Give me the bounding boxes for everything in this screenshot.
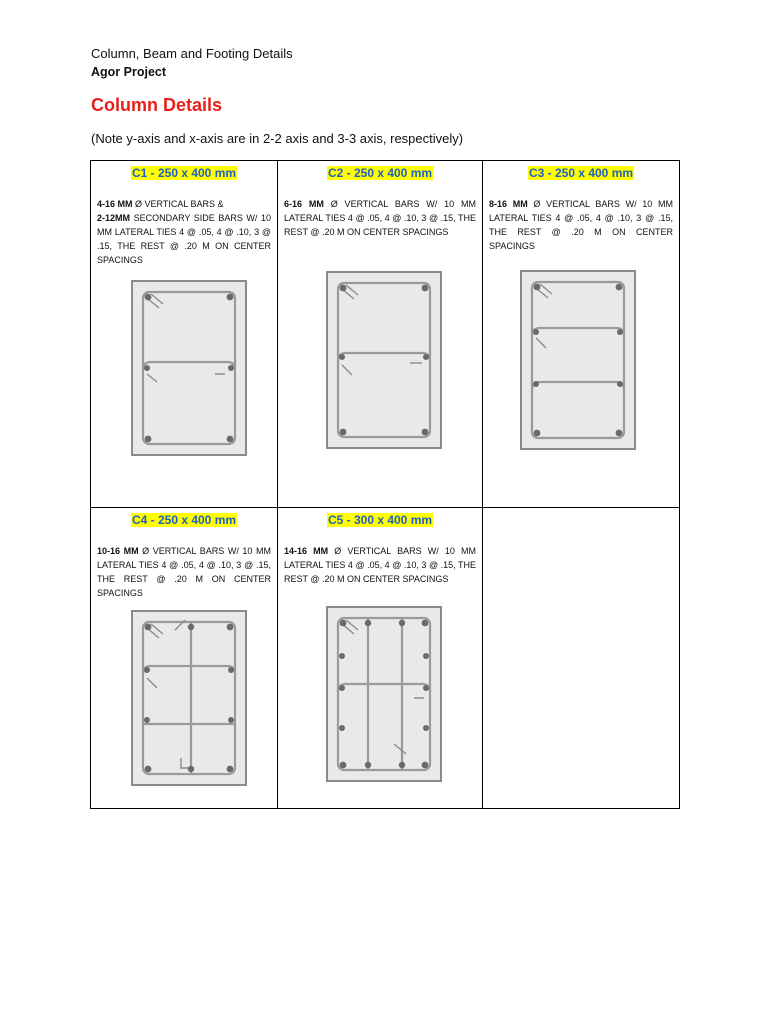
column-title: C3 - 250 x 400 mm <box>528 166 634 180</box>
section-title: Column Details <box>91 95 223 115</box>
column-section-c2 <box>324 269 444 451</box>
column-cell-c5 <box>278 508 483 809</box>
column-section-c4 <box>129 608 249 788</box>
column-spec: 14-16 MM Ø VERTICAL BARS W/ 10 MM LATERAL TIES 4 @ .05, 4 @ .10, 3 @ .15, THE REST @ .20 M ON CENTER SPACINGS <box>284 546 476 584</box>
column-cell-c1 <box>91 161 278 508</box>
column-section-c5 <box>324 604 444 784</box>
column-section-c3 <box>518 268 638 452</box>
column-title: C1 - 250 x 400 mm <box>131 166 237 180</box>
column-cell-c2 <box>278 161 483 508</box>
document-subtitle: Column, Beam and Footing Details <box>91 46 293 61</box>
axis-note: (Note y-axis and x-axis are in 2-2 axis and 3-3 axis, respectively) <box>91 131 464 146</box>
column-spec: 4-16 MM Ø VERTICAL BARS & 2-12MM SECONDARY SIDE BARS W/ 10 MM LATERAL TIES 4 @ .05, 4 @ .10, 3 @ .15, THE REST @ .20 M ON CENTER SPACINGS <box>97 199 271 265</box>
column-spec: 8-16 MM Ø VERTICAL BARS W/ 10 MM LATERAL TIES 4 @ .05, 4 @ .10, 3 @ .15, THE REST @ .20 M ON CENTER SPACINGS <box>489 199 673 251</box>
column-details-table <box>90 160 680 809</box>
table-row <box>91 508 680 809</box>
empty-cell <box>483 508 680 809</box>
table-row <box>91 161 680 508</box>
column-spec: 10-16 MM Ø VERTICAL BARS W/ 10 MM LATERAL TIES 4 @ .05, 4 @ .10, 3 @ .15, THE REST @ .20 M ON CENTER SPACINGS <box>97 546 271 598</box>
column-title: C5 - 300 x 400 mm <box>327 513 433 527</box>
column-cell-c3 <box>483 161 680 508</box>
column-title: C2 - 250 x 400 mm <box>327 166 433 180</box>
column-title: C4 - 250 x 400 mm <box>131 513 237 527</box>
column-cell-c4 <box>91 508 278 809</box>
column-section-c1 <box>129 278 249 458</box>
project-name: Agor Project <box>91 65 167 79</box>
column-spec: 6-16 MM Ø VERTICAL BARS W/ 10 MM LATERAL TIES 4 @ .05, 4 @ .10, 3 @ .15, THE REST @ .20 M ON CENTER SPACINGS <box>284 199 476 237</box>
